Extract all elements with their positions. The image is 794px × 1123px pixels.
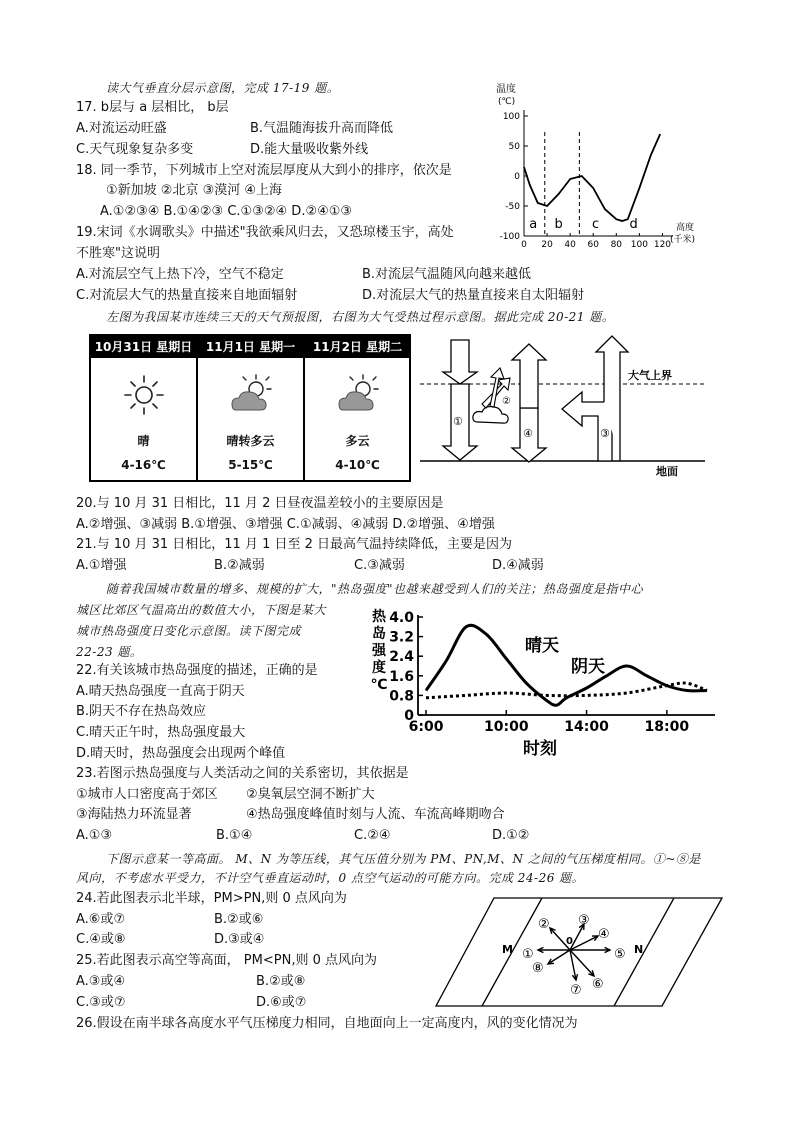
label-4: ④: [523, 427, 533, 440]
chart1-xtick-label: 120: [653, 240, 672, 250]
wind-label-5: ⑤: [614, 947, 626, 962]
q26-stem: 26.假设在南半球各高度水平气压梯度力相同，自地面向上一定高度内，风的变化情况为: [76, 1016, 578, 1031]
cloudy-series-label: 阴天: [571, 657, 605, 677]
chart2-ytick-label: 4.0: [389, 610, 414, 626]
intro-22-23-line4: 22-23 题。: [76, 645, 143, 659]
q19-stem-2: 不胜寒"这说明: [76, 246, 160, 261]
q25-option-b: B.②或⑧: [256, 974, 306, 989]
sunny-series-label: 晴天: [525, 636, 559, 656]
wind-label-7: ⑦: [570, 983, 582, 998]
q20-options: A.②增强、③减弱 B.①增强、③增强 C.①减弱、④减弱 D.②增强、④增强: [76, 517, 495, 532]
q19-option-c: C.对流层大气的热量直接来自地面辐射: [76, 288, 298, 303]
wind-arrow-6: [570, 950, 594, 976]
intro-22-23-line3: 城市热岛强度日变化示意图。读下图完成: [76, 624, 302, 638]
label-2: ②: [502, 396, 511, 407]
intro-20-21: 左图为我国某市连续三天的天气预报图，右图为大气受热过程示意图。据此完成 20-21 题。: [106, 310, 615, 324]
forecast-condition: 多云: [345, 434, 370, 448]
atmospheric-heating-diagram: [420, 330, 720, 480]
chart2-xtick-label: 6:00: [408, 719, 444, 735]
chart1-xtick-label: 20: [541, 240, 553, 250]
intro-22-23-line2: 城区比郊区气温高出的数值大小，下图是某大: [76, 603, 327, 617]
q20-stem: 20.与 10 月 31 日相比，11 月 2 日昼夜温差较小的主要原因是: [76, 496, 444, 511]
q21-option-d: D.④减弱: [492, 558, 544, 573]
q23-option-d: D.①②: [492, 828, 530, 843]
cloud-icon: [473, 407, 508, 424]
q19-option-b: B.对流层气温随风向越来越低: [362, 267, 532, 282]
q17-option-a: A.对流运动旺盛: [76, 121, 167, 136]
layer-label-a: a: [529, 217, 538, 232]
label-3: ③: [600, 427, 610, 440]
sun-icon: [121, 372, 167, 418]
forecast-temperature: 4-16℃: [121, 458, 166, 472]
chart2-xtick-label: 18:00: [644, 719, 690, 735]
atmosphere-layer-chart: [488, 80, 708, 255]
forecast-condition: 晴转多云: [226, 434, 275, 448]
forecast-day-1: [91, 336, 198, 480]
wind-label-1: ①: [522, 947, 534, 962]
q23-option-b: B.①④: [216, 828, 253, 843]
chart1-ytick-label: 100: [502, 112, 520, 122]
sun-cloud-icon: [335, 372, 381, 418]
chart1-xtick-label: 60: [587, 240, 599, 250]
intro-17-19: 读大气垂直分层示意图，完成 17-19 题。: [106, 81, 340, 95]
forecast-date: 11月1日 星期一: [198, 336, 303, 358]
forecast-day-2: [198, 336, 305, 480]
q25-option-d: D.⑥或⑦: [256, 995, 307, 1010]
chart1-xlabel: 高度: [676, 223, 695, 233]
q24-option-a: A.⑥或⑦: [76, 912, 126, 927]
q23-item-4: ④热岛强度峰值时刻与人流、车流高峰期吻合: [246, 807, 505, 822]
weather-forecast-panel: [89, 334, 411, 482]
arrow-4-up: [512, 344, 546, 408]
chart2-ylabel-char: 度: [372, 660, 386, 676]
q22-option-c: C.晴天正午时，热岛强度最大: [76, 725, 246, 740]
label-1: ①: [453, 415, 463, 428]
chart2-ytick-label: 0.8: [389, 688, 414, 705]
q17-option-d: D.能大量吸收紫外线: [250, 142, 369, 157]
q23-item-3: ③海陆热力环流显著: [76, 807, 192, 822]
chart1-ytick-label: 50: [508, 142, 520, 152]
intro-22-23-line1: 随着我国城市数量的增多、规模的扩大，"热岛强度"也越来越受到人们的关注；热岛强度是指中心: [106, 582, 644, 596]
chart1-yunit: (℃): [498, 97, 516, 107]
chart2-ylabel-char: ℃: [370, 677, 388, 693]
q17-stem: 17. b层与 a 层相比， b层: [76, 100, 229, 115]
q23-option-a: A.①③: [76, 828, 113, 843]
q17-option-c: C.天气现象复杂多变: [76, 142, 194, 157]
layer-label-c: c: [591, 217, 600, 232]
chart2-ytick-label: 3.2: [389, 629, 414, 646]
chart1-xtick-label: 40: [564, 240, 576, 250]
wind-label-2: ②: [538, 917, 550, 932]
chart2-xtick-label: 10:00: [484, 719, 529, 735]
chart2-ylabel-char: 强: [372, 643, 386, 659]
isobar-diagram: [434, 894, 724, 1012]
q22-stem: 22.有关该城市热岛强度的描述，正确的是: [76, 663, 318, 678]
chart2-xtick-label: 14:00: [564, 719, 609, 735]
chart1-xtick-label: 0: [521, 240, 527, 250]
chart2-ytick-label: 1.6: [389, 668, 414, 685]
forecast-condition: 晴: [137, 434, 150, 448]
heat-island-chart: [365, 603, 725, 763]
q21-option-b: B.②减弱: [214, 558, 265, 573]
chart1-ytick-label: 0: [514, 172, 520, 182]
q18-options: A.①②③④ B.①④②③ C.①③②④ D.②④①③: [100, 204, 353, 219]
q25-option-a: A.③或④: [76, 974, 126, 989]
q23-option-c: C.②④: [354, 828, 391, 843]
q22-option-b: B.阴天不存在热岛效应: [76, 704, 207, 719]
chart1-xtick-label: 100: [630, 240, 648, 250]
chart1-ytick-label: -50: [505, 202, 520, 212]
q24-option-b: B.②或⑥: [214, 912, 264, 927]
chart1-ytick-label: -100: [499, 232, 520, 242]
sunny-series-line: [426, 625, 707, 705]
q22-option-d: D.晴天时，热岛强度会出现两个峰值: [76, 746, 286, 761]
wind-arrow-8: [548, 950, 570, 964]
chart2-ytick-label: 0: [404, 708, 414, 724]
layer-label-b: b: [554, 217, 563, 232]
chart1-xunit: (千米): [670, 235, 696, 245]
wind-label-6: ⑥: [592, 977, 604, 992]
intro-24-26-line1: 下图示意某一等高面。 M、N 为等压线，其气压值分别为 PM、PN,M、N 之间的气压梯度相同。①~⑧是: [106, 852, 701, 866]
q23-item-2: ②臭氧层空洞不断扩大: [246, 787, 375, 802]
sun-cloud-icon: [228, 372, 274, 418]
chart2-ylabel-char: 热: [372, 609, 386, 625]
isobar-m-label: M: [502, 943, 513, 956]
q19-option-d: D.对流层大气的热量直接来自太阳辐射: [362, 288, 585, 303]
q17-option-b: B.气温随海拔升高而降低: [250, 121, 394, 136]
forecast-temperature: 4-10℃: [335, 458, 380, 472]
ground-label: 地面: [656, 465, 678, 478]
forecast-day-3: [305, 336, 410, 480]
forecast-temperature: 5-15℃: [228, 458, 273, 472]
forecast-date: 11月2日 星期二: [305, 336, 410, 358]
chart1-xtick-label: 80: [610, 240, 623, 250]
q23-item-1: ①城市人口密度高于郊区: [76, 787, 218, 802]
wind-label-3: ③: [578, 913, 590, 928]
q18-items: ①新加坡 ②北京 ③漠河 ④上海: [106, 183, 283, 198]
q24-option-d: D.③或④: [214, 932, 265, 947]
q21-option-a: A.①增强: [76, 558, 127, 573]
q25-stem: 25.若此图表示高空等高面， PM<PN,则 0 点风向为: [76, 953, 377, 968]
q21-stem: 21.与 10 月 31 日相比，11 月 1 日至 2 日最高气温持续降低，主要是因为: [76, 537, 513, 552]
wind-label-8: ⑧: [532, 961, 544, 976]
intro-24-26-line2: 风向，不考虑水平受力，不计空气垂直运动时，0 点空气运动的可能方向。完成 24-26 题。: [76, 871, 585, 885]
q25-option-c: C.③或⑦: [76, 995, 126, 1010]
q23-stem: 23.若图示热岛强度与人类活动之间的关系密切，其依据是: [76, 766, 409, 781]
solar-radiation-arrow: [443, 340, 477, 384]
isobar-n-label: N: [634, 943, 644, 956]
q24-option-c: C.④或⑧: [76, 932, 126, 947]
q22-option-a: A.晴天热岛强度一直高于阴天: [76, 684, 245, 699]
forecast-date: 10月31日 星期日: [91, 336, 196, 358]
q24-stem: 24.若此图表示北半球，PM>PN,则 0 点风向为: [76, 891, 347, 906]
q18-stem: 18. 同一季节，下列城市上空对流层厚度从大到小的排序，依次是: [76, 163, 452, 178]
q19-stem-1: 19.宋词《水调歌头》中描述"我欲乘风归去，又恐琼楼玉宇，高处: [76, 225, 454, 240]
chart2-xlabel: 时刻: [523, 739, 557, 759]
q21-option-c: C.③减弱: [354, 558, 405, 573]
wind-label-4: ④: [598, 927, 610, 942]
point-o-label: 0: [566, 936, 573, 947]
chart2-ytick-label: 2.4: [389, 649, 414, 666]
q19-option-a: A.对流层空气上热下冷，空气不稳定: [76, 267, 284, 282]
layer-label-d: d: [629, 217, 638, 232]
chart1-ylabel: 温度: [496, 84, 516, 95]
chart2-ylabel-char: 岛: [372, 626, 386, 642]
atmosphere-top-label: 大气上界: [628, 369, 672, 382]
